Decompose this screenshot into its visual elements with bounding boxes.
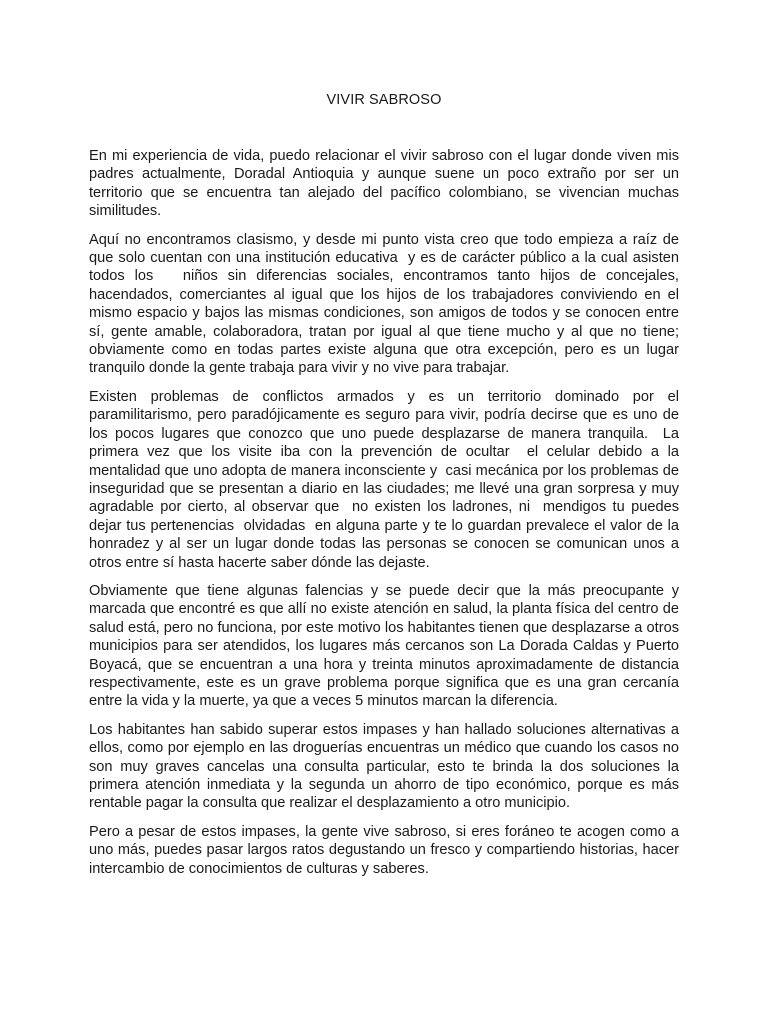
document-body bbox=[89, 147, 684, 888]
paragraph-3: Existen problemas de conflictos armados y es un territorio dominado por el paramilitarismo, pero paradójicamente es seguro para vivir, podría decirse que es uno de los pocos lugares que conozco que uno puede desplazarse de manera tranquila. La primera vez que los visite iba con la prevención de ocultar el celular debido a la mentalidad que uno adopta de manera inconsciente y casi mecánica por los problemas de inseguridad que se presentan a diario en las ciudades; me llevé una gran sorpresa y muy agradable por cierto, al observar que no existen los ladrones, ni mendigos tu puedes dejar tus pertenencias olvidadas en alguna parte y te lo guardan prevalece el valor de la honradez y al ser un lugar donde todas las personas se conocen se comunican unos a otros entre sí hasta hacerte saber dónde las dejaste. bbox=[89, 388, 684, 571]
paragraph-6: Pero a pesar de estos impases, la gente vive sabroso, si eres foráneo te acogen como a uno más, puedes pasar largos ratos degustando un fresco y compartiendo historias, hacer intercambio de conocimientos de culturas y saberes. bbox=[89, 823, 684, 877]
paragraph-1: En mi experiencia de vida, puedo relacionar el vivir sabroso con el lugar donde viven mis padres actualmente, Doradal Antioquia y aunque suene un poco extraño por ser un territorio que se encuentra tan alejado del pacífico colombiano, se vivencian muchas similitudes. bbox=[89, 148, 684, 220]
document-title: VIVIR SABROSO bbox=[326, 92, 442, 108]
paragraph-4: Obviamente que tiene algunas falencias y se puede decir que la más preocupante y marcada que encontré es que allí no existe atención en salud, la planta física del centro de salud está, pero no funciona, por este motivo los habitantes tienen que desplazarse a otros municipios para ser atendidos, los lugares más cercanos son La Dorada Caldas y Puerto Boyacá, que se encuentran a una hora y treinta minutos aproximadamente de distancia respectivamente, este es un grave problema porque significa que es una gran cercanía entre la vida y la muerte, ya que a veces 5 minutos marcan la diferencia. bbox=[89, 582, 684, 710]
paragraph-5: Los habitantes han sabido superar estos impases y han hallado soluciones alternativas a ellos, como por ejemplo en las droguerías encuentras un médico que cuando los casos no son muy graves cancelas una consulta particular, esto te brinda la dos soluciones la primera atención inmediata y la segunda un ahorro de tipo económico, porque es más rentable pagar la consulta que realizar el desplazamiento a otro municipio. bbox=[89, 721, 684, 812]
paragraph-2: Aquí no encontramos clasismo, y desde mi punto vista creo que todo empieza a raíz de que solo cuentan con una institución educativa y es de carácter público a la cual asisten todos los niños sin diferencias sociales, encontramos tanto hijos de concejales, hacendados, comerciantes al igual que los hijos de los trabajadores conviviendo en el mismo espacio y bajos las mismas condiciones, son amigos de todos y se conocen entre sí, gente amable, colaboradora, tratan por igual al que tiene mucho y al que no tiene; obviamente como en todas partes existe alguna que otra excepción, pero es un lugar tranquilo donde la gente trabaja para vivir y no vive para trabajar. bbox=[89, 231, 684, 377]
